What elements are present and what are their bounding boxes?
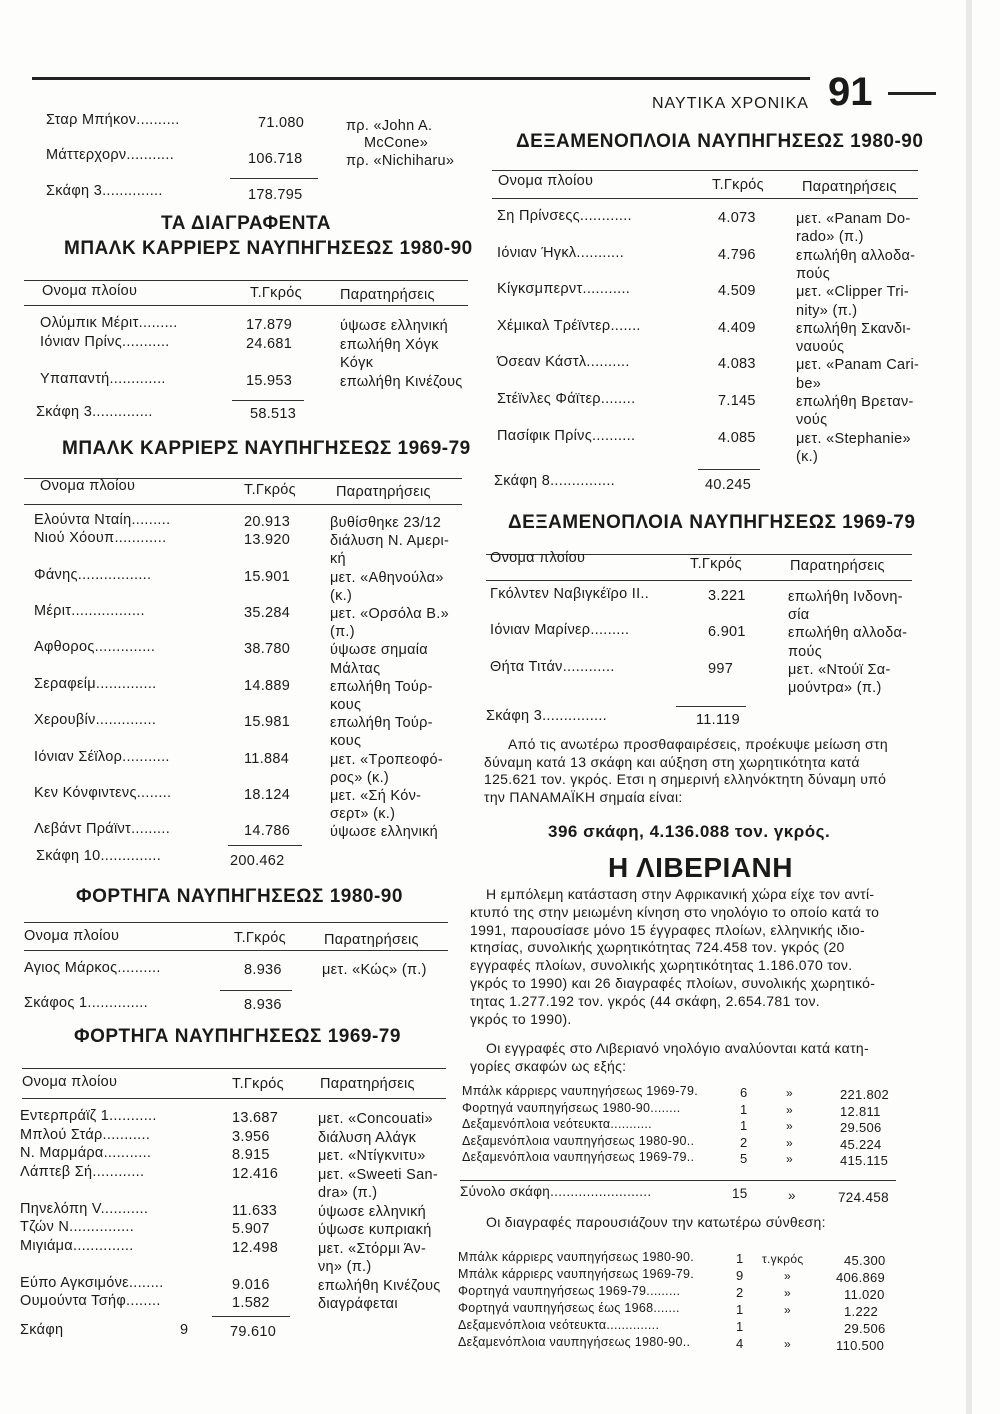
liberia-line: εγγραφές πλοίων, συνολικής χωρητικότητας 1.186.070 τον.: [470, 957, 853, 974]
table-row-note: μούντρα» (π.): [788, 680, 882, 696]
total-count: 9: [180, 1322, 189, 1338]
list-item: Σταρ Μπήκον..........: [46, 112, 180, 128]
liberia-line: γκρός το 1990) και 26 διαγραφές πλοίων, συνολικής χωρητικό-: [470, 975, 876, 991]
del-count: 4: [736, 1336, 744, 1351]
table-row-tonnage: 35.284: [244, 605, 291, 621]
table-row-name: Μέριτ.................: [34, 603, 145, 619]
table-rule: [486, 580, 912, 581]
del-label: Φορτηγά ναυπηγήσεως 1969-79.........: [458, 1284, 681, 1298]
table-row-name: Στέϊνλες Φάϊτερ........: [497, 391, 636, 407]
del-unit: »: [784, 1286, 791, 1300]
table-row-name: Ιόνιαν Πρίνς...........: [40, 333, 170, 350]
sum-rule: [228, 845, 302, 846]
liberia-line: κτησίας, συνολικής χωρητικότητας 724.458 τον. γκρός (20: [470, 939, 845, 956]
table-row-note: ύψωσε ελληνική: [340, 318, 449, 334]
table-rule: [22, 1098, 446, 1099]
col-header-name: Ονομα πλοίου: [22, 1074, 118, 1090]
total-value: 11.119: [696, 712, 740, 728]
sum-rule: [676, 706, 746, 707]
table-row-note: βυθίσθηκε 23/12: [330, 515, 442, 531]
del-count: 1: [736, 1251, 744, 1266]
del-count: 1: [736, 1302, 744, 1317]
del-label: Δεξαμενόπλοια νεότευκτα..............: [458, 1318, 660, 1332]
table-row-tonnage: 15.901: [244, 568, 291, 585]
sum-rule: [212, 1316, 290, 1317]
table-row-name: Θήτα Τιτάν............: [490, 658, 615, 675]
table-row-name: Νιού Χόουπ............: [34, 530, 167, 547]
col-header-notes: Παρατηρήσεις: [324, 932, 419, 948]
table-row-note: μετ. «Σή Κόν-: [330, 788, 422, 804]
table-row-note: επωλήθη αλλοδα-: [796, 247, 916, 264]
total-value: 58.513: [250, 406, 297, 422]
table-row-tonnage: 8.915: [232, 1147, 270, 1163]
table-row-tonnage: 38.780: [244, 641, 291, 658]
table-row-name: Ολύμπικ Μέριτ.........: [40, 315, 178, 331]
table-row-tonnage: 13.920: [244, 532, 291, 549]
table-row-tonnage: 4.796: [718, 246, 756, 263]
table-row-name: Ιόνιαν Μαρίνερ.........: [490, 622, 630, 639]
table-row-note: νούς: [796, 412, 828, 429]
table-row-tonnage: 20.913: [244, 514, 291, 530]
col-header-tonnage: Τ.Γκρός: [712, 177, 764, 193]
journal-name: ΝΑΥΤΙΚΑ ΧΡΟΝΙΚΑ: [652, 95, 809, 112]
del-value: 29.506: [844, 1321, 886, 1336]
table-row-note: σερτ» (κ.): [330, 806, 396, 823]
table-row-name: Εντερπράϊζ 1...........: [20, 1108, 157, 1124]
table-row-name: Σεραφείμ..............: [34, 675, 157, 692]
page-edge: [966, 0, 972, 1414]
table-row-tonnage: 4.409: [718, 319, 756, 336]
table-row-tonnage: 11.633: [232, 1202, 278, 1219]
table-row-note: nity» (π.): [796, 302, 858, 319]
table-row-note: επωλήθη Βρεταν-: [796, 394, 914, 410]
table-row-tonnage: 13.687: [232, 1110, 279, 1126]
section-title: ΔΕΞΑΜΕΝΟΠΛΟΙΑ ΝΑΥΠΗΓΗΣΕΩΣ 1969-79: [508, 512, 916, 533]
table-row-name: Μπλού Στάρ...........: [20, 1126, 151, 1143]
table-row-note: μετ. «Stephanie»: [796, 430, 911, 447]
del-value: 406.869: [836, 1270, 886, 1285]
table-rule: [24, 950, 448, 951]
table-row-note: μετ. «Panam Do-: [796, 211, 911, 227]
table-row-note: (κ.): [330, 587, 353, 604]
reg-label: Δεξαμενόπλοια νεότευκτα...........: [462, 1117, 652, 1131]
table-row-name: Κίγκσμπερντ...........: [497, 281, 631, 298]
reg-value: 45.224: [840, 1136, 882, 1152]
table-row-note: ύψωσε ελληνική: [318, 1203, 427, 1220]
table-row-name: Μιγιάμα..............: [20, 1237, 134, 1254]
table-row-name: Εύπο Αγκσιμόνε........: [20, 1274, 164, 1291]
reg-value: 415.115: [840, 1153, 889, 1168]
table-row-note: ύψωσε ελληνική: [330, 824, 439, 841]
table-row-note: ύψωσε σημαία: [330, 642, 428, 659]
col-header-tonnage: Τ.Γκρός: [244, 482, 296, 498]
reg-count: 1: [740, 1118, 748, 1133]
table-row-note: πούς: [796, 265, 830, 282]
del-count: 1: [736, 1319, 744, 1334]
del-label: Φορτηγά ναυπηγήσεως έως 1968.......: [458, 1301, 680, 1315]
table-row-tonnage: 15.981: [244, 714, 291, 731]
total-value: 8.936: [244, 997, 282, 1013]
table-row-tonnage: 15.953: [246, 372, 293, 389]
col-header-notes: Παρατηρήσεις: [340, 287, 435, 303]
table-row: 8.936: [244, 962, 282, 978]
table-row-tonnage: 12.498: [232, 1239, 279, 1256]
total-label: Σκάφη: [20, 1322, 64, 1338]
table-row-name: Όσεαν Κάστλ..........: [497, 354, 630, 371]
reg-label: Μπάλκ κάρριερς ναυπηγήσεως 1969-79.: [462, 1084, 699, 1098]
col-header-name: Ονομα πλοίου: [40, 478, 136, 494]
total-value: 200.462: [230, 853, 285, 869]
del-unit: »: [784, 1337, 791, 1351]
sum-rule: [460, 1180, 896, 1181]
reg-unit: »: [786, 1152, 793, 1166]
reg-unit: »: [786, 1086, 793, 1100]
header-rule-left: [32, 77, 810, 80]
table-row-name: Κεν Κόνφιντενς........: [34, 785, 172, 801]
table-row-note: νη» (π.): [318, 1259, 372, 1275]
table-row-name: Ιόνιαν Ήγκλ...........: [497, 244, 625, 261]
summary-line: 125.621 τον. γκρός. Ετσι η σημερινή ελληνόκτητη δύναμη υπό: [484, 771, 887, 787]
del-unit: »: [784, 1269, 791, 1283]
reg-unit: »: [786, 1119, 793, 1133]
table-row-note: μετ. «Αθηνούλα»: [330, 569, 444, 586]
page-number: 91: [828, 70, 873, 114]
reg-value: 29.506: [840, 1120, 882, 1135]
table-row-note: διάλυση Ν. Αμερι-: [330, 533, 450, 550]
reg-unit: »: [786, 1102, 793, 1117]
table-row-tonnage: 9.016: [232, 1276, 270, 1293]
total-unit: »: [788, 1188, 796, 1203]
list-item: McCone»: [364, 135, 429, 151]
reg-count: 1: [740, 1101, 748, 1117]
col-header-tonnage: Τ.Γκρός: [232, 1076, 284, 1092]
table-rule: [24, 922, 448, 923]
table-row-name: Αφθορος..............: [34, 639, 156, 656]
table-row-name: Υπαπαντή.............: [40, 370, 166, 387]
table-row-note: επωλήθη Κινέζους: [318, 1277, 441, 1294]
table-row-tonnage: 7.145: [718, 393, 756, 409]
table-row-name: Χέμικαλ Τρέϊντερ.......: [497, 317, 641, 334]
table-row-tonnage: 3.956: [232, 1128, 270, 1145]
reg-value: 12.811: [840, 1103, 881, 1119]
table-row-name: Χερουβίν..............: [34, 712, 157, 729]
total-label: Σύνολο σκάφη.........................: [460, 1184, 652, 1199]
reg-unit: »: [786, 1135, 793, 1150]
table-row-note: (π.): [330, 624, 355, 641]
table-row-tonnage: 11.884: [244, 750, 290, 767]
reg-label: Δεξαμενόπλοια ναυπηγήσεως 1969-79..: [462, 1150, 695, 1164]
table-row-name: Φάνης.................: [34, 566, 152, 583]
reg-value: 221.802: [840, 1087, 890, 1102]
total-label: Σκάφος 1..............: [24, 995, 148, 1011]
col-header-tonnage: Τ.Γκρός: [234, 930, 286, 946]
col-header-notes: Παρατηρήσεις: [320, 1076, 415, 1092]
summary-line: την ΠΑΝΑΜΑΪΚΗ σημαία είναι:: [484, 788, 683, 805]
reg-count: 6: [740, 1085, 748, 1100]
reg-label: Φορτηγά ναυπηγήσεως 1980-90........: [462, 1100, 681, 1115]
table-row-name: Λάπτεβ Σή............: [20, 1163, 145, 1180]
del-unit: τ.γκρός: [762, 1252, 804, 1266]
table-row-tonnage: 4.509: [718, 283, 756, 300]
col-header-name: Ονομα πλοίου: [24, 928, 120, 944]
liberia-title: Η ΛΙΒΕΡΙΑΝΗ: [608, 852, 793, 883]
table-row-note: ρος» (κ.): [330, 769, 390, 786]
table-row-name: Ιόνιαν Σέϊλορ...........: [34, 748, 170, 765]
table-row-note: μετ. «Ντούϊ Σα-: [788, 661, 891, 678]
list-item: πρ. «John A.: [346, 118, 433, 134]
col-header-tonnage: Τ.Γκρός: [690, 556, 742, 572]
table-row-tonnage: 14.786: [244, 823, 291, 840]
del-count: 2: [736, 1285, 744, 1300]
table-row-note: Κόγκ: [340, 355, 374, 371]
table-row-name: Γκόλντεν Ναβιγκέϊρο ΙΙ..: [490, 586, 650, 602]
list-item: 71.080: [258, 115, 305, 131]
total-label: Σκάφη 3...............: [486, 708, 608, 724]
sum-rule: [232, 400, 304, 401]
table-row-note: ύψωσε κυπριακή: [318, 1222, 432, 1238]
table-row-note: Μάλτας: [330, 660, 381, 677]
liberia-line: 1991, παρουσίασε μόνο 15 έγγραφες πλοίων, ελληνικής ιδιο-: [470, 921, 865, 938]
total-label: Σκάφη 3..............: [46, 183, 163, 199]
table-row-note: μετ. «Ορσόλα Β.»: [330, 606, 449, 622]
table-row-tonnage: 997: [708, 660, 734, 677]
table-rule: [24, 280, 468, 281]
reg-count: 5: [740, 1151, 748, 1166]
table-row-note: μετ. «Panam Cari-: [796, 357, 920, 374]
section-title: ΤΑ ΔΙΑΓΡΑΦΕΝΤΑ: [161, 213, 331, 234]
table-row-note: επωλήθη Κινέζους: [340, 373, 463, 390]
total-count: 15: [732, 1186, 748, 1201]
total-label: Σκάφη 10..............: [36, 848, 162, 864]
table-row-note: dra» (π.): [318, 1185, 378, 1201]
section-title: ΦΟΡΤΗΓΑ ΝΑΥΠΗΓΗΣΕΩΣ 1980-90: [76, 886, 403, 907]
liberia-line: τητας 1.277.192 τον. γκρός (44 σκάφη, 2.654.781 τον.: [470, 992, 820, 1009]
table-row-note: μετ. «Clipper Tri-: [796, 284, 909, 301]
table-row-tonnage: 4.083: [718, 356, 756, 373]
total-value: 178.795: [248, 187, 303, 203]
table-row-note: κους: [330, 697, 362, 713]
table-row-tonnage: 18.124: [244, 787, 291, 803]
liberia-line: γκρός το 1990).: [470, 1010, 572, 1027]
col-header-notes: Παρατηρήσεις: [802, 179, 897, 195]
col-header-tonnage: Τ.Γκρός: [250, 285, 302, 301]
reg-count: 2: [740, 1134, 748, 1150]
section-title: ΦΟΡΤΗΓΑ ΝΑΥΠΗΓΗΣΕΩΣ 1969-79: [74, 1026, 401, 1047]
table-row-note: rado» (π.): [796, 229, 864, 246]
sum-rule: [230, 178, 318, 179]
liberia-line: Οι εγγραφές στο Λιβεριανό νηολόγιο αναλύονται κατά κατη-: [486, 1040, 869, 1056]
header-rule-right: [888, 92, 936, 95]
table-rule: [24, 504, 462, 505]
total-value: 79.610: [230, 1324, 277, 1340]
table-row-note: διαγράφεται: [318, 1296, 398, 1312]
table-row-note: ναυούς: [796, 339, 845, 356]
table-row-note: σία: [788, 607, 810, 624]
sum-rule: [220, 990, 292, 991]
table-row-tonnage: 24.681: [246, 335, 293, 352]
table-row-note: κή: [330, 551, 346, 568]
table-row-name: Ση Πρίνσεςς............: [497, 208, 632, 224]
liberia-line: γορίες σκαφών ως εξής:: [470, 1057, 627, 1074]
list-item: 106.718: [248, 151, 303, 167]
table-row-note: μετ. «Sweeti San-: [318, 1166, 438, 1183]
table-row-note: πούς: [788, 643, 822, 660]
section-title: ΜΠΑΛΚ ΚΑΡΡΙΕΡΣ ΝΑΥΠΗΓΗΣΕΩΣ 1980-90: [64, 238, 473, 259]
table-row-name: Ουμούντα Τσήφ........: [20, 1293, 161, 1309]
col-header-notes: Παρατηρήσεις: [336, 484, 431, 500]
del-label: Μπάλκ κάρριερς ναυπηγήσεως 1980-90.: [458, 1250, 695, 1264]
table-row-note: διάλυση Αλάγκ: [318, 1129, 417, 1146]
table-row-note: επωλήθη Χόγκ: [340, 336, 439, 353]
table-row-name: Λεβάντ Πράϊντ.........: [34, 821, 171, 838]
table-row-note: επωλήθη Ινδονη-: [788, 589, 903, 605]
table-row-note: κους: [330, 733, 362, 750]
table-rule: [492, 198, 918, 199]
del-value: 45.300: [844, 1253, 886, 1268]
table-row-tonnage: 17.879: [246, 317, 293, 333]
del-value: 110.500: [836, 1338, 885, 1353]
summary-line: Από τις ανωτέρω προσθαφαιρέσεις, προέκυψε μείωση στη: [508, 736, 888, 752]
del-value: 11.020: [844, 1287, 885, 1302]
liberia-line: κτυπό της στην μειωμένη κίνηση στο νηολόγιο το οποίο κατά το: [470, 903, 880, 920]
table-row-note: μετ. «Τροπεοφό-: [330, 751, 443, 768]
summary-highlight: 396 σκάφη, 4.136.088 τον. γκρός.: [548, 822, 831, 841]
table-row-note: μετ. «Ντίγκνιτυ»: [318, 1148, 426, 1164]
del-value: 1.222: [844, 1304, 879, 1319]
liberia-line: Η εμπόλεμη κατάσταση στην Αφρικανική χώρα είχε τον αντί-: [486, 886, 875, 902]
del-unit: »: [784, 1303, 791, 1317]
table-row-note: μετ. «Στόρμι Άν-: [318, 1240, 427, 1257]
del-label: Μπάλκ κάρριερς ναυπηγήσεως 1969-79.: [458, 1267, 695, 1281]
table-row-note: επωλήθη Σκανδι-: [796, 320, 912, 337]
col-header-notes: Παρατηρήσεις: [790, 558, 885, 574]
total-label: Σκάφη 3..............: [36, 404, 153, 420]
table-row-note: be»: [796, 375, 822, 392]
list-item: πρ. «Nichiharu»: [346, 153, 455, 169]
table-row: μετ. «Κώς» (π.): [322, 962, 427, 978]
section-title: ΜΠΑΛΚ ΚΑΡΡΙΕΡΣ ΝΑΥΠΗΓΗΣΕΩΣ 1969-79: [62, 438, 471, 459]
table-row-note: επωλήθη Τούρ-: [330, 715, 433, 732]
table-row-name: Ελούντα Νταίη.........: [34, 512, 171, 528]
sum-rule: [698, 469, 760, 470]
table-row-tonnage: 1.582: [232, 1295, 270, 1311]
total-value: 724.458: [838, 1190, 889, 1205]
table-row-tonnage: 12.416: [232, 1165, 279, 1182]
del-count: 9: [736, 1268, 744, 1283]
table-row-name: Πηνελόπη V...........: [20, 1200, 149, 1217]
col-header-name: Ονομα πλοίου: [42, 283, 138, 299]
col-header-name: Ονομα πλοίου: [498, 173, 594, 189]
deletions-intro: Οι διαγραφές παρουσιάζουν την κατωτέρω σύνθεση:: [486, 1214, 826, 1230]
table-row-tonnage: 4.085: [718, 429, 756, 446]
col-header-name: Ονομα πλοίου: [490, 550, 586, 566]
table-row-name: Πασίφικ Πρίνς..........: [497, 427, 636, 444]
table-row: Αγιος Μάρκος..........: [24, 960, 161, 976]
section-title: ΔΕΞΑΜΕΝΟΠΛΟΙΑ ΝΑΥΠΗΓΗΣΕΩΣ 1980-90: [516, 131, 924, 152]
table-rule: [22, 1068, 446, 1069]
table-row-note: (κ.): [796, 448, 819, 465]
table-row-tonnage: 14.889: [244, 677, 291, 694]
table-row-tonnage: 6.901: [708, 624, 746, 641]
table-row-note: επωλήθη αλλοδα-: [788, 625, 908, 642]
table-row-note: επωλήθη Τούρ-: [330, 678, 433, 695]
reg-label: Δεξαμενόπλοια ναυπηγήσεως 1980-90..: [462, 1133, 695, 1148]
summary-line: δύναμη κατά 13 σκάφη και αύξηση στη χωρητικότητα κατά: [484, 753, 860, 770]
table-row-tonnage: 5.907: [232, 1221, 270, 1237]
table-row-name: Ν. Μαρμάρα...........: [20, 1145, 152, 1161]
table-rule: [24, 305, 468, 306]
table-rule: [492, 170, 918, 171]
table-row-tonnage: 4.073: [718, 210, 756, 226]
total-label: Σκάφη 8...............: [494, 473, 616, 489]
table-row-name: Τζών Ν...............: [20, 1219, 135, 1235]
list-item: Μάττερχορν...........: [46, 147, 175, 163]
table-row-tonnage: 3.221: [708, 588, 746, 604]
del-label: Δεξαμενόπλοια ναυπηγήσεως 1980-90..: [458, 1335, 691, 1349]
table-row-note: μετ. «Concouati»: [318, 1111, 433, 1127]
total-value: 40.245: [705, 477, 752, 493]
